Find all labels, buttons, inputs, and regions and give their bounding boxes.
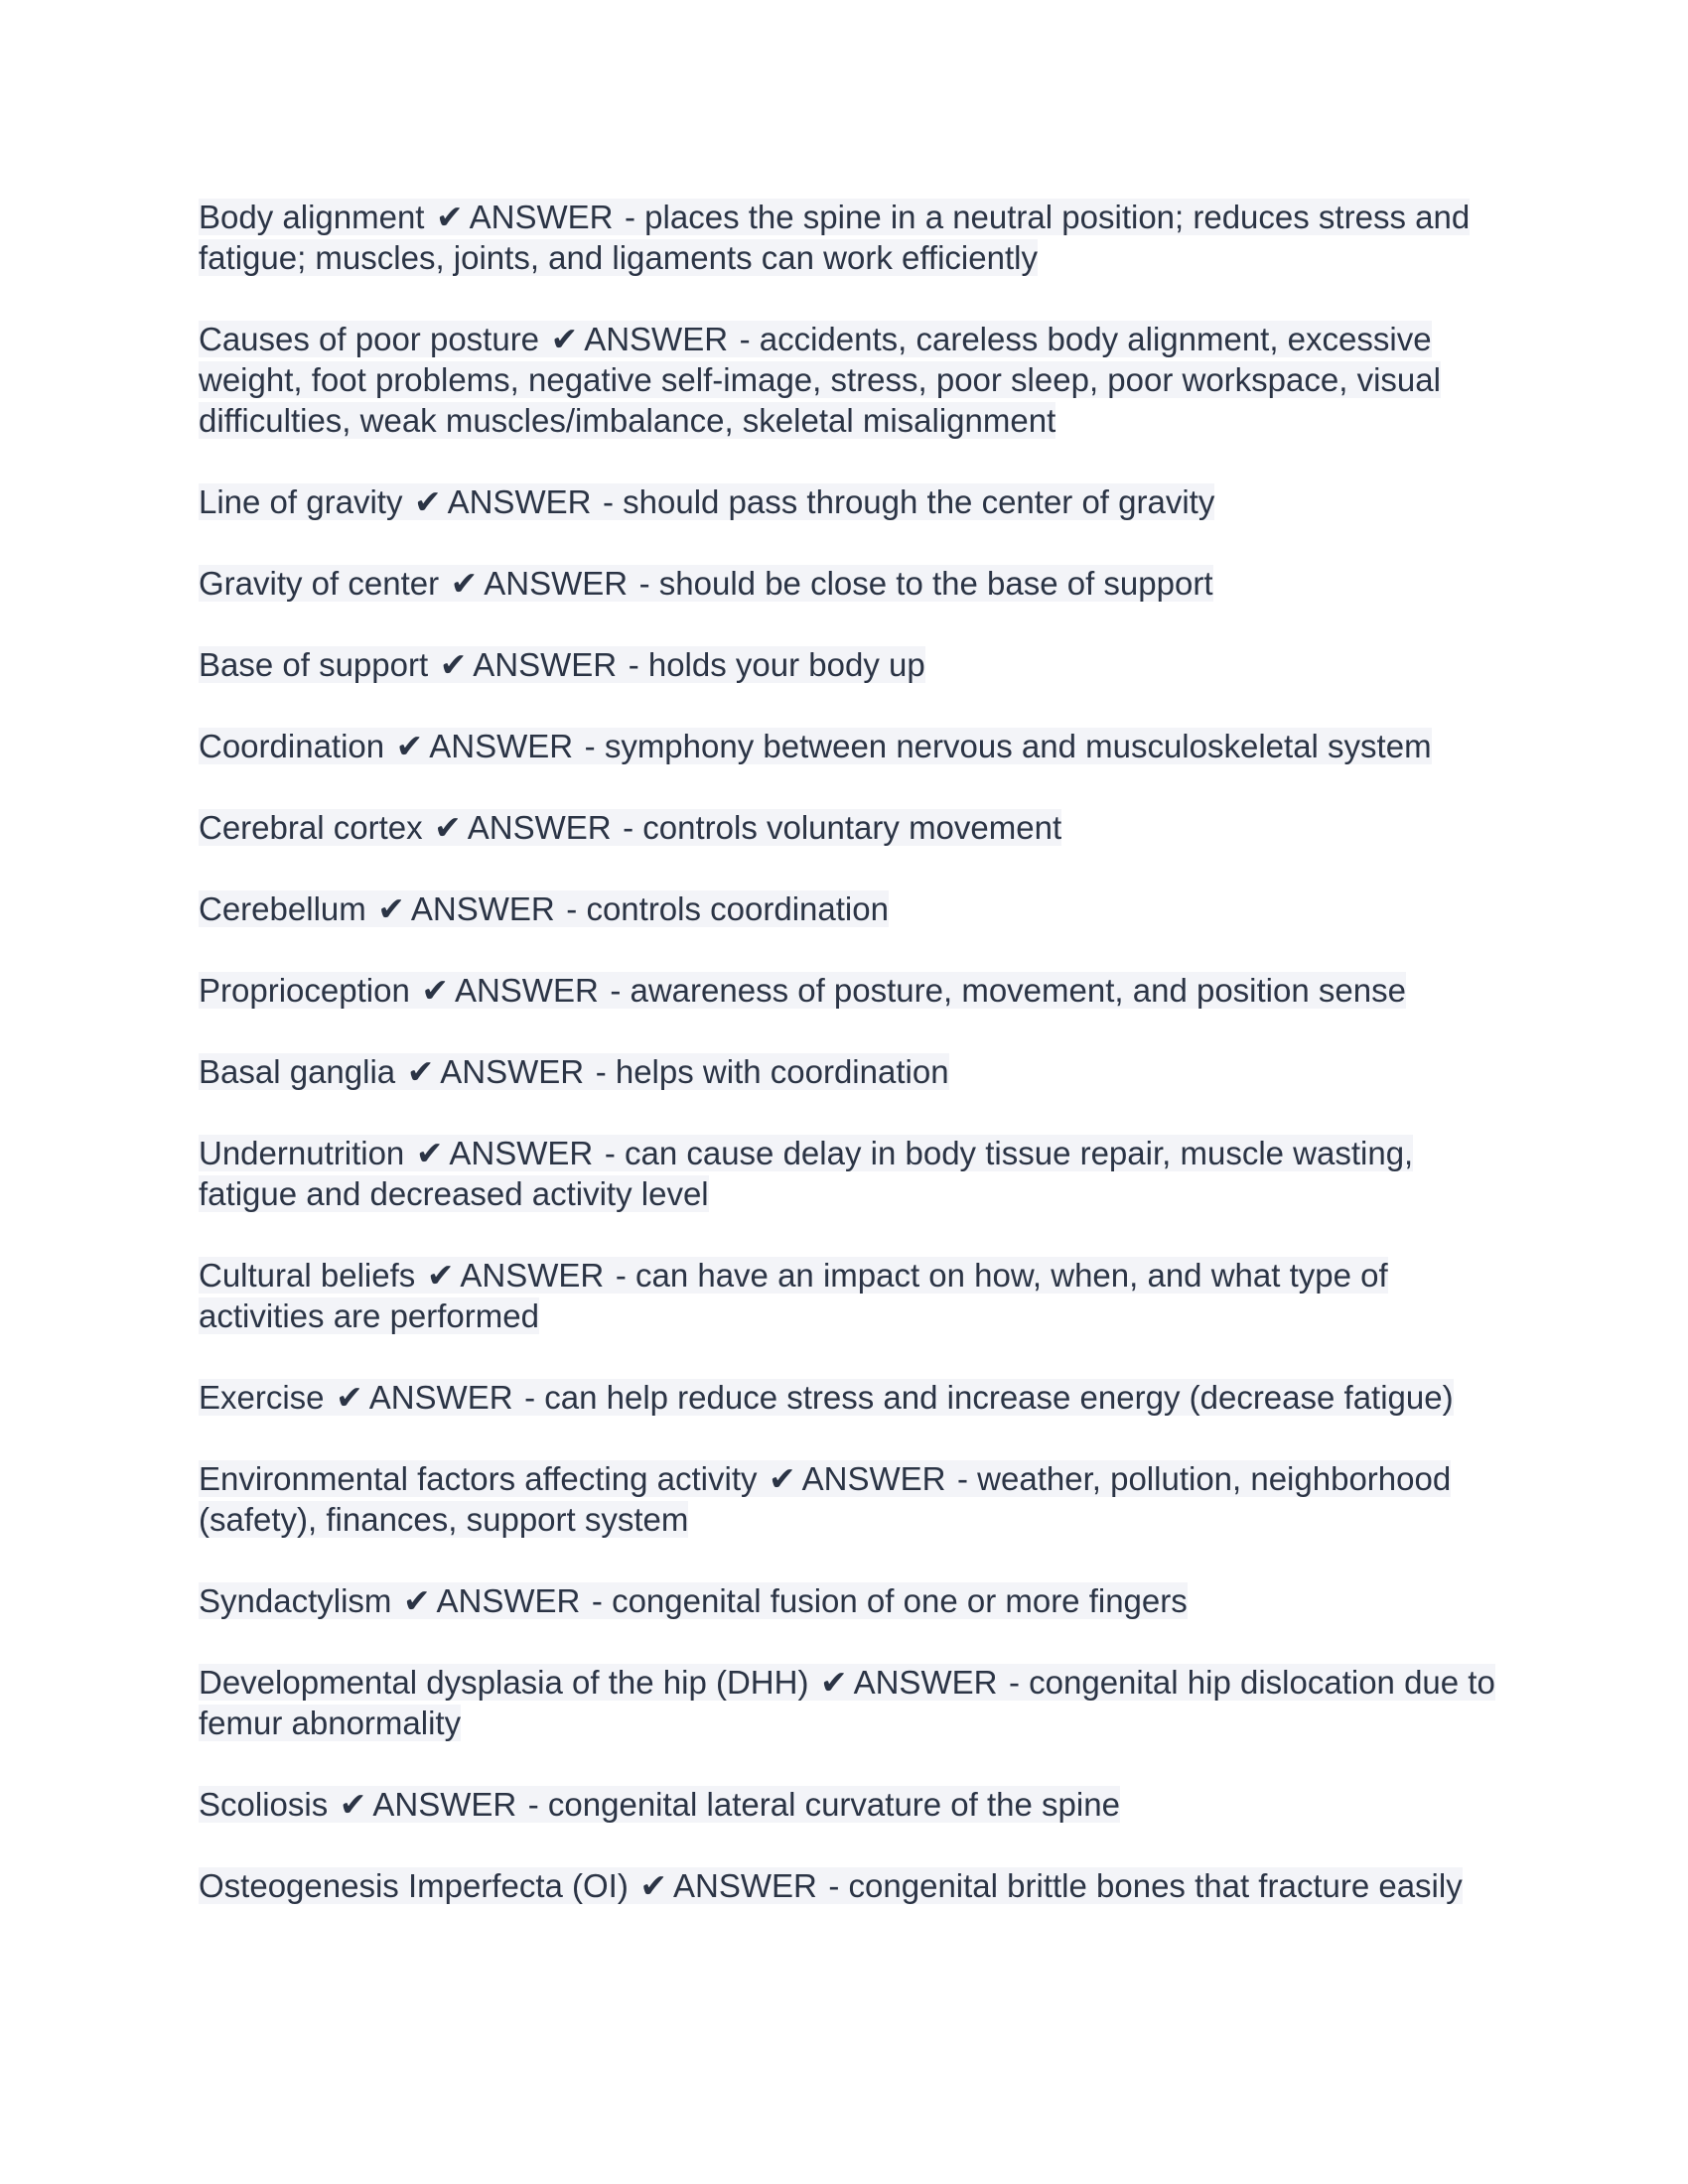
entry-highlight [199,1460,1451,1538]
check-icon: ✔ [439,646,468,683]
entry-highlight [199,565,1213,602]
check-icon: ✔ [820,1664,848,1701]
entry-highlight [199,1867,1463,1904]
answer-label: ANSWER [368,1379,513,1416]
entry-term: Cultural beliefs [199,1257,416,1294]
entry-term: Environmental factors affecting activity [199,1460,758,1497]
flashcard-entry [199,1580,1509,1621]
entry-term: Basal ganglia [199,1053,396,1090]
entry-term: Cerebellum [199,890,366,927]
check-icon: ✔ [336,1379,363,1416]
flashcard-entry [199,644,1509,685]
flashcard-entry [199,1865,1509,1906]
entry-definition: - can have an impact on how, when, and what type of activities are performed [199,1257,1388,1334]
entry-definition: - awareness of posture, movement, and position sense [610,972,1406,1009]
entry-highlight [199,1135,1413,1212]
answer-label: ANSWER [467,809,612,846]
entry-definition: - congenital fusion of one or more fingers [591,1582,1188,1619]
flashcard-entry [199,1662,1509,1743]
check-icon: ✔ [415,1135,444,1171]
flashcard-entry [199,1377,1509,1418]
entry-definition: - congenital lateral curvature of the spine [527,1786,1120,1823]
answer-label: ANSWER [436,1582,581,1619]
flashcard-entry [199,807,1509,848]
flashcard-entry [199,1784,1509,1825]
entry-term: Proprioception [199,972,410,1009]
entry-highlight [199,483,1214,520]
answer-label: ANSWER [410,890,555,927]
entry-highlight [199,1257,1388,1334]
entry-highlight [199,321,1441,439]
entry-definition: - holds your body up [628,646,925,683]
answer-label: ANSWER [447,483,592,520]
entry-term: Syndactylism [199,1582,392,1619]
entry-term: Scoliosis [199,1786,329,1823]
check-icon: ✔ [550,321,579,357]
entry-term: Gravity of center [199,565,440,602]
entry-definition: - controls coordination [566,890,889,927]
entry-term: Exercise [199,1379,325,1416]
document-page [199,197,1509,1947]
answer-label: ANSWER [460,1257,605,1294]
entry-highlight [199,199,1470,276]
flashcard-entry [199,888,1509,929]
answer-label: ANSWER [440,1053,585,1090]
entry-definition: - should pass through the center of gravity [602,483,1215,520]
answer-label: ANSWER [449,1135,594,1171]
entry-definition: - congenital hip dislocation due to femur abnormality [199,1664,1495,1741]
answer-label: ANSWER [584,321,729,357]
check-icon: ✔ [339,1786,367,1823]
flashcard-entry [199,1458,1509,1540]
entry-term: Causes of poor posture [199,321,540,357]
entry-definition: - accidents, careless body alignment, excessive weight, foot problems, negative self-image, stress, poor sleep, poor workspace, visual difficulties, weak muscles/imbalance, skeletal misalignment [199,321,1441,439]
entry-highlight [199,1664,1495,1741]
check-icon: ✔ [395,728,424,764]
entry-highlight [199,890,889,927]
check-icon: ✔ [426,1257,455,1294]
check-icon: ✔ [402,1582,431,1619]
entry-highlight [199,1786,1120,1823]
entry-definition: - weather, pollution, neighborhood (safety), finances, support system [199,1460,1452,1538]
answer-label: ANSWER [469,199,614,235]
check-icon: ✔ [450,565,479,602]
entry-definition: - should be close to the base of support [638,565,1213,602]
entry-term: Osteogenesis Imperfecta (OI) [199,1867,629,1904]
check-icon: ✔ [434,809,462,846]
entry-definition: - helps with coordination [595,1053,949,1090]
entry-term: Cerebral cortex [199,809,423,846]
flashcard-entry [199,726,1509,766]
check-icon: ✔ [769,1460,796,1497]
check-icon: ✔ [414,483,442,520]
answer-label: ANSWER [429,728,574,764]
flashcard-entry [199,1255,1509,1336]
flashcard-entry [199,970,1509,1011]
entry-term: Undernutrition [199,1135,405,1171]
entry-definition: - places the spine in a neutral position; reduces stress and fatigue; muscles, joints, and ligaments can work efficiently [199,199,1471,276]
entry-term: Developmental dysplasia of the hip (DHH) [199,1664,809,1701]
entry-definition: - symphony between nervous and musculoskeletal system [584,728,1432,764]
flashcard-entry [199,319,1509,441]
entry-definition: - congenital brittle bones that fracture easily [828,1867,1463,1904]
answer-label: ANSWER [484,565,629,602]
check-icon: ✔ [406,1053,435,1090]
entry-term: Base of support [199,646,429,683]
answer-label: ANSWER [801,1460,946,1497]
entry-highlight [199,1053,949,1090]
check-icon: ✔ [421,972,449,1009]
entry-highlight [199,646,925,683]
answer-label: ANSWER [473,646,618,683]
entry-term: Line of gravity [199,483,403,520]
answer-label: ANSWER [454,972,599,1009]
check-icon: ✔ [639,1867,668,1904]
answer-label: ANSWER [372,1786,517,1823]
flashcard-entry [199,197,1509,278]
entry-term: Body alignment [199,199,425,235]
answer-label: ANSWER [853,1664,998,1701]
answer-label: ANSWER [672,1867,817,1904]
entry-highlight [199,809,1061,846]
flashcard-entry [199,1051,1509,1092]
check-icon: ✔ [377,890,405,927]
entry-highlight [199,1582,1188,1619]
entry-highlight [199,1379,1454,1416]
flashcard-entry [199,481,1509,522]
entry-definition: - can cause delay in body tissue repair, muscle wasting, fatigue and decreased activity level [199,1135,1414,1212]
entry-highlight [199,972,1406,1009]
entry-highlight [199,728,1432,764]
entry-definition: - can help reduce stress and increase energy (decrease fatigue) [524,1379,1454,1416]
entry-definition: - controls voluntary movement [623,809,1062,846]
flashcard-entry [199,563,1509,604]
entry-term: Coordination [199,728,385,764]
flashcard-entry [199,1133,1509,1214]
check-icon: ✔ [436,199,464,235]
